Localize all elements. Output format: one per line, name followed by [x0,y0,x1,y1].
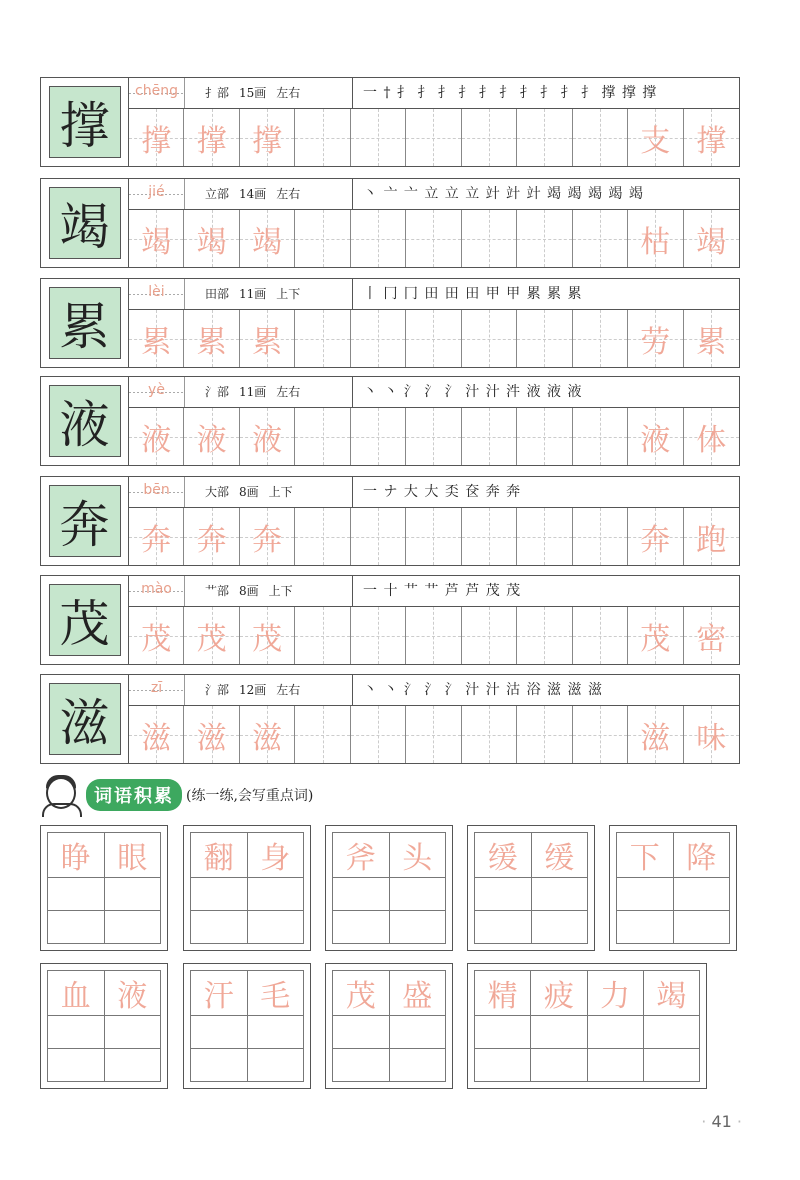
trace-cell[interactable] [240,408,295,465]
practice-grid [129,507,739,565]
vocab-blank-cell[interactable] [48,911,105,943]
vocab-box[interactable] [609,825,737,951]
word-char: 液 [640,422,671,458]
vocab-box[interactable] [40,963,168,1089]
char-large: 茂 [49,584,121,656]
pinyin: lèi [129,279,185,309]
pinyin: yè [129,377,185,407]
practice-grid [129,705,739,763]
trace-cell[interactable] [184,210,239,267]
vocab-char: 缓 [475,833,532,877]
vocab-blank-cell[interactable] [588,1049,644,1081]
word-cell[interactable] [684,109,739,166]
blank-cell[interactable] [295,607,350,664]
word-cell[interactable] [628,508,683,565]
stroke-count: 14画 [239,187,267,201]
word-char: 枯 [640,224,671,260]
stroke-count: 11画 [239,287,267,301]
blank-cell[interactable] [406,408,461,465]
word-char: 跑 [696,522,727,558]
word-cell[interactable] [684,508,739,565]
blank-cell[interactable] [295,310,350,367]
vocab-box[interactable] [325,825,453,951]
pinyin: zī [129,675,185,705]
trace-cell[interactable] [184,408,239,465]
vocab-blank-cell[interactable] [248,911,304,943]
vocab-blank-cell[interactable] [333,911,390,943]
vocab-char: 头 [402,841,433,876]
word-cell[interactable] [628,310,683,367]
vocab-blank-cell[interactable] [333,1049,390,1081]
vocab-box[interactable] [325,963,453,1089]
vocab-char: 力 [588,971,644,1015]
word-cell[interactable] [628,109,683,166]
char-large: 竭 [49,187,121,259]
word-cell[interactable] [628,210,683,267]
trace-char: 液 [196,422,227,458]
vocab-char: 疲 [531,971,587,1015]
trace-cell[interactable] [129,508,184,565]
trace-char: 滋 [196,720,227,756]
blank-cell[interactable] [573,109,628,166]
char-large: 累 [49,287,121,359]
blank-cell[interactable] [462,109,517,166]
trace-char: 撑 [141,123,172,159]
trace-char: 竭 [141,224,172,260]
blank-cell[interactable] [406,109,461,166]
vocab-blank-cell[interactable] [191,878,248,910]
blank-cell[interactable] [517,408,572,465]
word-char: 劳 [640,324,671,360]
blank-cell[interactable] [406,310,461,367]
trace-cell[interactable] [240,310,295,367]
trace-cell[interactable] [129,310,184,367]
vocab-blank-cell[interactable] [475,1016,531,1048]
radical: 扌部 [205,86,230,100]
vocab-char: 毛 [260,979,291,1014]
char-large: 液 [49,385,121,457]
blank-cell[interactable] [351,109,406,166]
vocab-blank-cell[interactable] [617,878,674,910]
trace-cell[interactable] [129,109,184,166]
word-cell[interactable] [684,310,739,367]
word-cell[interactable] [684,210,739,267]
radical: 艹部 [205,584,230,598]
vocab-blank-cell[interactable] [48,1049,105,1081]
blank-cell[interactable] [573,210,628,267]
word-cell[interactable] [684,607,739,664]
trace-char: 茂 [141,621,172,657]
char-box [41,477,129,565]
blank-cell[interactable] [462,408,517,465]
blank-cell[interactable] [517,210,572,267]
pinyin: chēng [129,78,185,108]
trace-cell[interactable] [129,607,184,664]
trace-cell[interactable] [184,109,239,166]
vocab-blank-cell[interactable] [390,1049,446,1081]
vocab-blank-cell[interactable] [248,878,304,910]
vocab-char: 斧 [333,833,390,877]
structure: 上下 [268,485,293,499]
blank-cell[interactable] [462,310,517,367]
char-box [41,377,129,465]
blank-cell[interactable] [517,508,572,565]
word-char: 滋 [640,720,671,756]
blank-cell[interactable] [517,607,572,664]
trace-char: 液 [252,422,283,458]
word-cell[interactable] [628,607,683,664]
vocab-blank-cell[interactable] [333,1016,390,1048]
blank-cell[interactable] [573,310,628,367]
blank-cell[interactable] [351,508,406,565]
char-row [40,476,740,566]
char-row [40,674,740,764]
vocab-blank-cell[interactable] [644,1049,699,1081]
practice-grid [129,108,739,166]
vocab-blank-cell[interactable] [105,1049,161,1081]
vocab-char: 缓 [544,841,575,876]
vocab-blank-cell[interactable] [475,911,532,943]
word-cell[interactable] [628,408,683,465]
trace-cell[interactable] [240,109,295,166]
vocab-char: 降 [686,841,717,876]
trace-char: 奔 [252,522,283,558]
blank-cell[interactable] [462,210,517,267]
trace-cell[interactable] [184,607,239,664]
vocab-char: 睁 [48,833,105,877]
trace-char: 撑 [252,123,283,159]
char-row [40,278,740,368]
vocab-char: 身 [260,841,291,876]
vocab-char: 下 [617,833,674,877]
practice-grid [129,606,739,664]
trace-cell[interactable] [129,706,184,763]
radical: 氵部 [205,683,230,697]
vocab-box[interactable] [467,825,595,951]
stroke-count: 8画 [239,584,259,598]
blank-cell[interactable] [406,508,461,565]
blank-cell[interactable] [295,508,350,565]
section-subtitle: (练一练,会写重点词) [186,788,314,804]
vocab-box[interactable] [467,963,707,1089]
blank-cell[interactable] [351,607,406,664]
blank-cell[interactable] [573,508,628,565]
trace-char: 奔 [141,522,172,558]
vocab-char: 精 [475,971,531,1015]
blank-cell[interactable] [406,210,461,267]
blank-cell[interactable] [462,706,517,763]
vocab-blank-cell[interactable] [105,911,161,943]
pinyin: bēn [129,477,185,507]
char-info [185,279,353,309]
word-char: 密 [696,621,727,657]
blank-cell[interactable] [573,408,628,465]
blank-cell[interactable] [517,706,572,763]
blank-cell[interactable] [517,109,572,166]
radical: 立部 [205,187,230,201]
vocab-blank-cell[interactable] [475,878,532,910]
blank-cell[interactable] [295,109,350,166]
structure: 左右 [276,385,301,399]
vocab-blank-cell[interactable] [532,911,588,943]
char-box [41,675,129,763]
trace-char: 液 [141,422,172,458]
radical: 氵部 [205,385,230,399]
stroke-order: 一 † 扌 扌 扌 扌 扌 扌 扌 扌 扌 扌 撑 撑 撑 [363,85,658,101]
practice-grid [129,309,739,367]
vocab-blank-cell[interactable] [48,1016,105,1048]
word-char: 撑 [696,123,727,159]
char-row [40,77,740,167]
vocab-blank-cell[interactable] [674,878,730,910]
word-char: 茂 [640,621,671,657]
vocab-blank-cell[interactable] [105,878,161,910]
char-row [40,376,740,466]
stroke-count: 15画 [239,86,267,100]
vocab-blank-cell[interactable] [191,1016,248,1048]
blank-cell[interactable] [573,706,628,763]
trace-char: 竭 [252,224,283,260]
blank-cell[interactable] [351,310,406,367]
char-box [41,279,129,367]
stroke-order: 丨 冂 冂 田 田 田 甲 甲 累 累 累 [363,286,583,302]
trace-cell[interactable] [129,408,184,465]
radical: 大部 [205,485,230,499]
trace-cell[interactable] [184,508,239,565]
vocab-blank-cell[interactable] [390,911,446,943]
word-char: 支 [640,123,671,159]
section-title: 词语积累 [86,779,182,811]
blank-cell[interactable] [295,706,350,763]
blank-cell[interactable] [295,210,350,267]
char-info [185,477,353,507]
blank-cell[interactable] [517,310,572,367]
trace-char: 竭 [196,224,227,260]
trace-char: 茂 [196,621,227,657]
vocab-box[interactable] [183,825,311,951]
practice-grid [129,209,739,267]
radical: 田部 [205,287,230,301]
structure: 左右 [276,86,301,100]
trace-char: 累 [196,324,227,360]
word-cell[interactable] [684,706,739,763]
blank-cell[interactable] [406,607,461,664]
blank-cell[interactable] [462,607,517,664]
structure: 上下 [268,584,293,598]
vocab-blank-cell[interactable] [390,1016,446,1048]
vocab-blank-cell[interactable] [475,1049,531,1081]
structure: 上下 [276,287,301,301]
practice-grid [129,407,739,465]
vocab-box[interactable] [183,963,311,1089]
vocab-blank-cell[interactable] [390,878,446,910]
pinyin: mào [129,576,185,606]
vocab-blank-cell[interactable] [191,1049,248,1081]
stroke-order: 丶 亠 亠 立 立 立 竍 竍 竍 竭 竭 竭 竭 竭 [363,186,644,202]
vocab-blank-cell[interactable] [674,911,730,943]
structure: 左右 [276,187,301,201]
word-char: 体 [696,422,727,458]
stroke-order: 丶 丶 氵 氵 氵 汁 汁 汼 液 液 液 [363,384,583,400]
trace-char: 累 [141,324,172,360]
char-row [40,178,740,268]
structure: 左右 [276,683,301,697]
trace-char: 撑 [196,123,227,159]
blank-cell[interactable] [573,607,628,664]
vocab-blank-cell[interactable] [105,1016,161,1048]
vocab-blank-cell[interactable] [48,878,105,910]
vocab-blank-cell[interactable] [532,878,588,910]
trace-cell[interactable] [240,607,295,664]
vocab-box[interactable] [40,825,168,951]
stroke-count: 8画 [239,485,259,499]
vocab-char: 翻 [191,833,248,877]
blank-cell[interactable] [351,408,406,465]
vocab-blank-cell[interactable] [531,1016,587,1048]
vocab-blank-cell[interactable] [644,1016,699,1048]
char-info [185,179,353,209]
vocab-blank-cell[interactable] [333,878,390,910]
char-large: 撑 [49,86,121,158]
char-box [41,78,129,166]
char-large: 奔 [49,485,121,557]
trace-cell[interactable] [184,310,239,367]
trace-cell[interactable] [240,210,295,267]
word-char: 味 [696,720,727,756]
word-cell[interactable] [628,706,683,763]
trace-char: 累 [252,324,283,360]
blank-cell[interactable] [295,408,350,465]
blank-cell[interactable] [406,706,461,763]
boy-thinking-icon [40,775,82,815]
word-cell[interactable] [684,408,739,465]
vocab-blank-cell[interactable] [617,911,674,943]
vocab-blank-cell[interactable] [531,1049,587,1081]
trace-cell[interactable] [240,706,295,763]
stroke-order: 一 十 艹 艹 芦 芦 茂 茂 [363,583,522,599]
word-char: 竭 [696,224,727,260]
stroke-order: 一 ナ 大 大 奀 奁 奔 奔 [363,484,522,500]
vocab-char: 眼 [117,841,148,876]
stroke-count: 11画 [239,385,267,399]
trace-cell[interactable] [240,508,295,565]
stroke-count: 12画 [239,683,267,697]
vocab-char: 竭 [656,979,687,1014]
stroke-order: 丶 丶 氵 氵 氵 汁 汁 沽 浴 滋 滋 滋 [363,682,603,698]
char-box [41,576,129,664]
char-info [185,576,353,606]
vocab-char: 汗 [191,971,248,1015]
char-box [41,179,129,267]
blank-cell[interactable] [462,508,517,565]
trace-cell[interactable] [129,210,184,267]
char-info [185,78,353,108]
trace-char: 滋 [252,720,283,756]
vocab-blank-cell[interactable] [191,911,248,943]
word-char: 累 [696,324,727,360]
trace-char: 茂 [252,621,283,657]
blank-cell[interactable] [351,210,406,267]
char-large: 滋 [49,683,121,755]
vocab-char: 液 [117,979,148,1014]
trace-cell[interactable] [184,706,239,763]
char-row [40,575,740,665]
vocab-char: 茂 [333,971,390,1015]
section-header [40,775,313,815]
pinyin: jié [129,179,185,209]
vocab-char: 盛 [402,979,433,1014]
char-info [185,377,353,407]
page-number: · 41 · [701,1112,742,1131]
blank-cell[interactable] [351,706,406,763]
vocab-blank-cell[interactable] [588,1016,644,1048]
vocab-char: 血 [48,971,105,1015]
char-info [185,675,353,705]
trace-char: 滋 [141,720,172,756]
trace-char: 奔 [196,522,227,558]
vocab-blank-cell[interactable] [248,1049,304,1081]
word-char: 奔 [640,522,671,558]
vocab-blank-cell[interactable] [248,1016,304,1048]
